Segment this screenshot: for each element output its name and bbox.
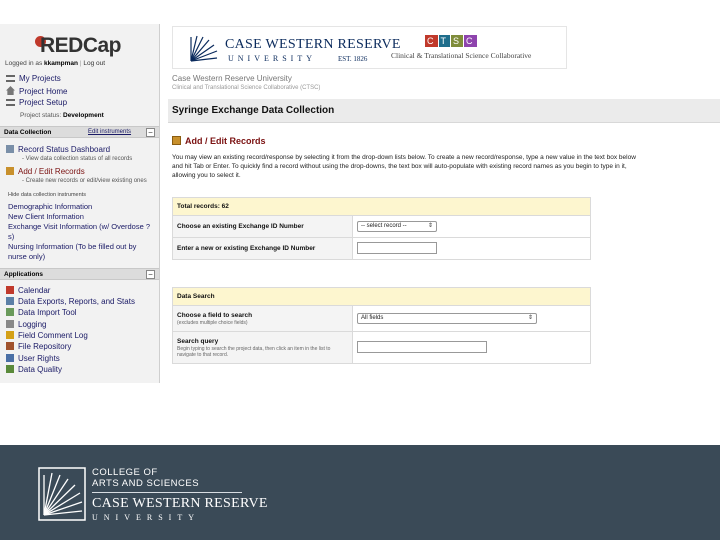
project-title-bar xyxy=(168,99,720,123)
footer-divider xyxy=(92,492,242,493)
cwru-name: CASE WESTERN RESERVE xyxy=(225,37,401,52)
record-id-input[interactable] xyxy=(357,242,437,254)
search-query-label-cell xyxy=(173,332,353,364)
quality-icon xyxy=(6,365,14,373)
record-select[interactable] xyxy=(357,221,437,232)
dashboard-icon xyxy=(6,145,14,153)
applications-title: Applications xyxy=(4,271,44,278)
app-file-repository[interactable] xyxy=(6,342,71,351)
footer-college xyxy=(92,467,199,489)
select-arrows-icon: ⇕ xyxy=(427,223,433,229)
search-field-select[interactable] xyxy=(357,313,537,324)
collapse-applications-button[interactable]: − xyxy=(146,270,155,279)
sidebar xyxy=(0,24,160,383)
instrument-exchange-visit[interactable]: Exchange Visit Information (w/ Overdose ?s) xyxy=(8,222,151,241)
edit-records-icon xyxy=(6,167,14,175)
list-icon xyxy=(6,75,15,82)
record-status-description: - View data collection status of all records xyxy=(22,156,133,162)
redcap-window xyxy=(0,24,720,383)
search-query-hint: Begin typing to search the project data, then click an item in the list to navigate to that record. xyxy=(177,345,331,358)
record-select-cell xyxy=(353,216,591,238)
username: kkampman xyxy=(44,60,79,67)
edit-instruments-link[interactable]: Edit instruments xyxy=(88,129,132,135)
record-select-value: -- select record -- xyxy=(361,223,407,229)
redcap-logo-text: REDCap xyxy=(40,34,122,57)
app-calendar-label: Calendar xyxy=(18,286,51,295)
logged-in-prefix: Logged in as xyxy=(5,60,43,67)
project-status xyxy=(20,112,104,119)
footer-university: UNIVERSITY xyxy=(92,513,200,522)
app-user-rights-label: User Rights xyxy=(18,354,60,363)
edit-records-icon xyxy=(172,136,181,145)
app-calendar[interactable] xyxy=(6,286,50,295)
ctsc-letter: C xyxy=(466,36,475,46)
ctsc-letter: S xyxy=(453,36,462,46)
footer-college-line1: COLLEGE OF xyxy=(92,467,158,478)
app-data-exports-label: Data Exports, Reports, and Stats xyxy=(18,297,135,306)
slide-footer xyxy=(0,445,720,540)
select-arrows-icon: ⇕ xyxy=(527,315,533,321)
folder-icon xyxy=(6,342,14,350)
app-data-import[interactable] xyxy=(6,308,77,317)
search-field-value: All fields xyxy=(361,315,384,321)
data-collection-header xyxy=(0,126,159,138)
user-icon xyxy=(6,354,14,362)
record-status-label: Record Status Dashboard xyxy=(18,145,111,154)
instrument-demographic[interactable]: Demographic Information xyxy=(8,202,93,211)
cwru-sunburst-icon xyxy=(38,467,86,521)
ctsc-letter: C xyxy=(427,36,436,46)
choose-record-label: Choose an existing Exchange ID Number xyxy=(173,216,353,238)
data-collection-title: Data Collection xyxy=(4,129,52,136)
add-edit-records-label: Add / Edit Records xyxy=(18,167,85,176)
institution-banner xyxy=(172,26,567,69)
search-field-label-cell xyxy=(173,306,353,332)
app-data-import-label: Data Import Tool xyxy=(18,308,77,317)
search-field-cell xyxy=(353,306,591,332)
app-data-quality-label: Data Quality xyxy=(18,365,63,374)
search-query-input[interactable] xyxy=(357,341,487,353)
page-instructions: You may view an existing record/response by selecting it from the drop-down lists below. To create a new record/response, type a new value in the text box below and hit Tab or Enter. To quickly find a record without using the drop-downs, the text box will auto-populate with existing record names as you begin to type in it, allowing you to select it. xyxy=(172,154,636,179)
logging-icon xyxy=(6,320,14,328)
app-file-repository-label: File Repository xyxy=(18,342,72,351)
add-edit-records-link[interactable] xyxy=(6,167,85,176)
data-search-table xyxy=(172,287,591,364)
add-edit-description: - Create new records or edit/view existing ones xyxy=(22,178,147,184)
nav-my-projects-label: My Projects xyxy=(19,74,61,83)
institution-subtitle: Clinical and Translational Science Collaborative (CTSC) xyxy=(172,85,321,91)
import-icon xyxy=(6,308,14,316)
home-icon xyxy=(6,86,15,95)
login-status xyxy=(5,60,105,67)
app-logging[interactable] xyxy=(6,320,46,329)
hide-instruments-link[interactable]: Hide data collection instruments xyxy=(8,192,86,198)
total-records: Total records: 62 xyxy=(173,198,591,216)
app-field-comment-log-label: Field Comment Log xyxy=(18,331,88,340)
ctsc-letter: T xyxy=(440,36,448,46)
record-input-cell xyxy=(353,238,591,260)
app-data-quality[interactable] xyxy=(6,365,62,374)
nav-project-setup[interactable] xyxy=(6,98,67,107)
login-separator: | xyxy=(79,60,82,67)
applications-header xyxy=(0,268,159,280)
ctsc-logo xyxy=(425,35,478,47)
project-status-label: Project status: xyxy=(20,112,62,119)
project-status-value: Development xyxy=(63,112,104,119)
search-query-cell xyxy=(353,332,591,364)
record-selection-table xyxy=(172,197,591,260)
cwru-seal-icon xyxy=(187,33,219,63)
app-data-exports[interactable] xyxy=(6,297,135,306)
search-field-label: Choose a field to search xyxy=(177,311,253,319)
ctsc-name: Clinical & Translational Science Collaborative xyxy=(391,51,532,60)
footer-cwru-name: CASE WESTERN RESERVE xyxy=(92,496,268,511)
comment-icon xyxy=(6,331,14,339)
app-logging-label: Logging xyxy=(18,320,47,329)
main-content xyxy=(168,24,720,383)
search-query-label: Search query xyxy=(177,337,219,345)
calendar-icon xyxy=(6,286,14,294)
redcap-logo[interactable] xyxy=(30,28,130,60)
page-title xyxy=(172,136,266,146)
search-field-hint: (excludes multiple choice fields) xyxy=(177,319,248,326)
logout-link[interactable]: Log out xyxy=(83,60,106,67)
app-user-rights[interactable] xyxy=(6,354,60,363)
instrument-new-client[interactable]: New Client Information xyxy=(8,212,84,221)
cwru-university: UNIVERSITY xyxy=(228,54,316,63)
enter-record-label: Enter a new or existing Exchange ID Number xyxy=(173,238,353,260)
nav-project-home[interactable] xyxy=(6,86,67,96)
checklist-icon xyxy=(6,99,15,106)
nav-project-setup-label: Project Setup xyxy=(19,98,68,107)
app-field-comment-log[interactable] xyxy=(6,331,88,340)
institution-name: Case Western Reserve University xyxy=(172,74,292,83)
collapse-data-collection-button[interactable]: − xyxy=(146,128,155,137)
cwru-established: EST. 1826 xyxy=(338,55,368,63)
page-title-text: Add / Edit Records xyxy=(185,136,266,146)
footer-college-line2: ARTS AND SCIENCES xyxy=(92,478,200,489)
nav-my-projects[interactable] xyxy=(6,74,61,83)
nav-project-home-label: Project Home xyxy=(19,87,68,96)
instrument-nursing[interactable]: Nursing Information (To be filled out by nurse only) xyxy=(8,242,137,261)
data-search-header: Data Search xyxy=(173,288,591,306)
export-icon xyxy=(6,297,14,305)
project-title: Syringe Exchange Data Collection xyxy=(172,105,335,116)
record-status-dashboard-link[interactable] xyxy=(6,145,110,154)
